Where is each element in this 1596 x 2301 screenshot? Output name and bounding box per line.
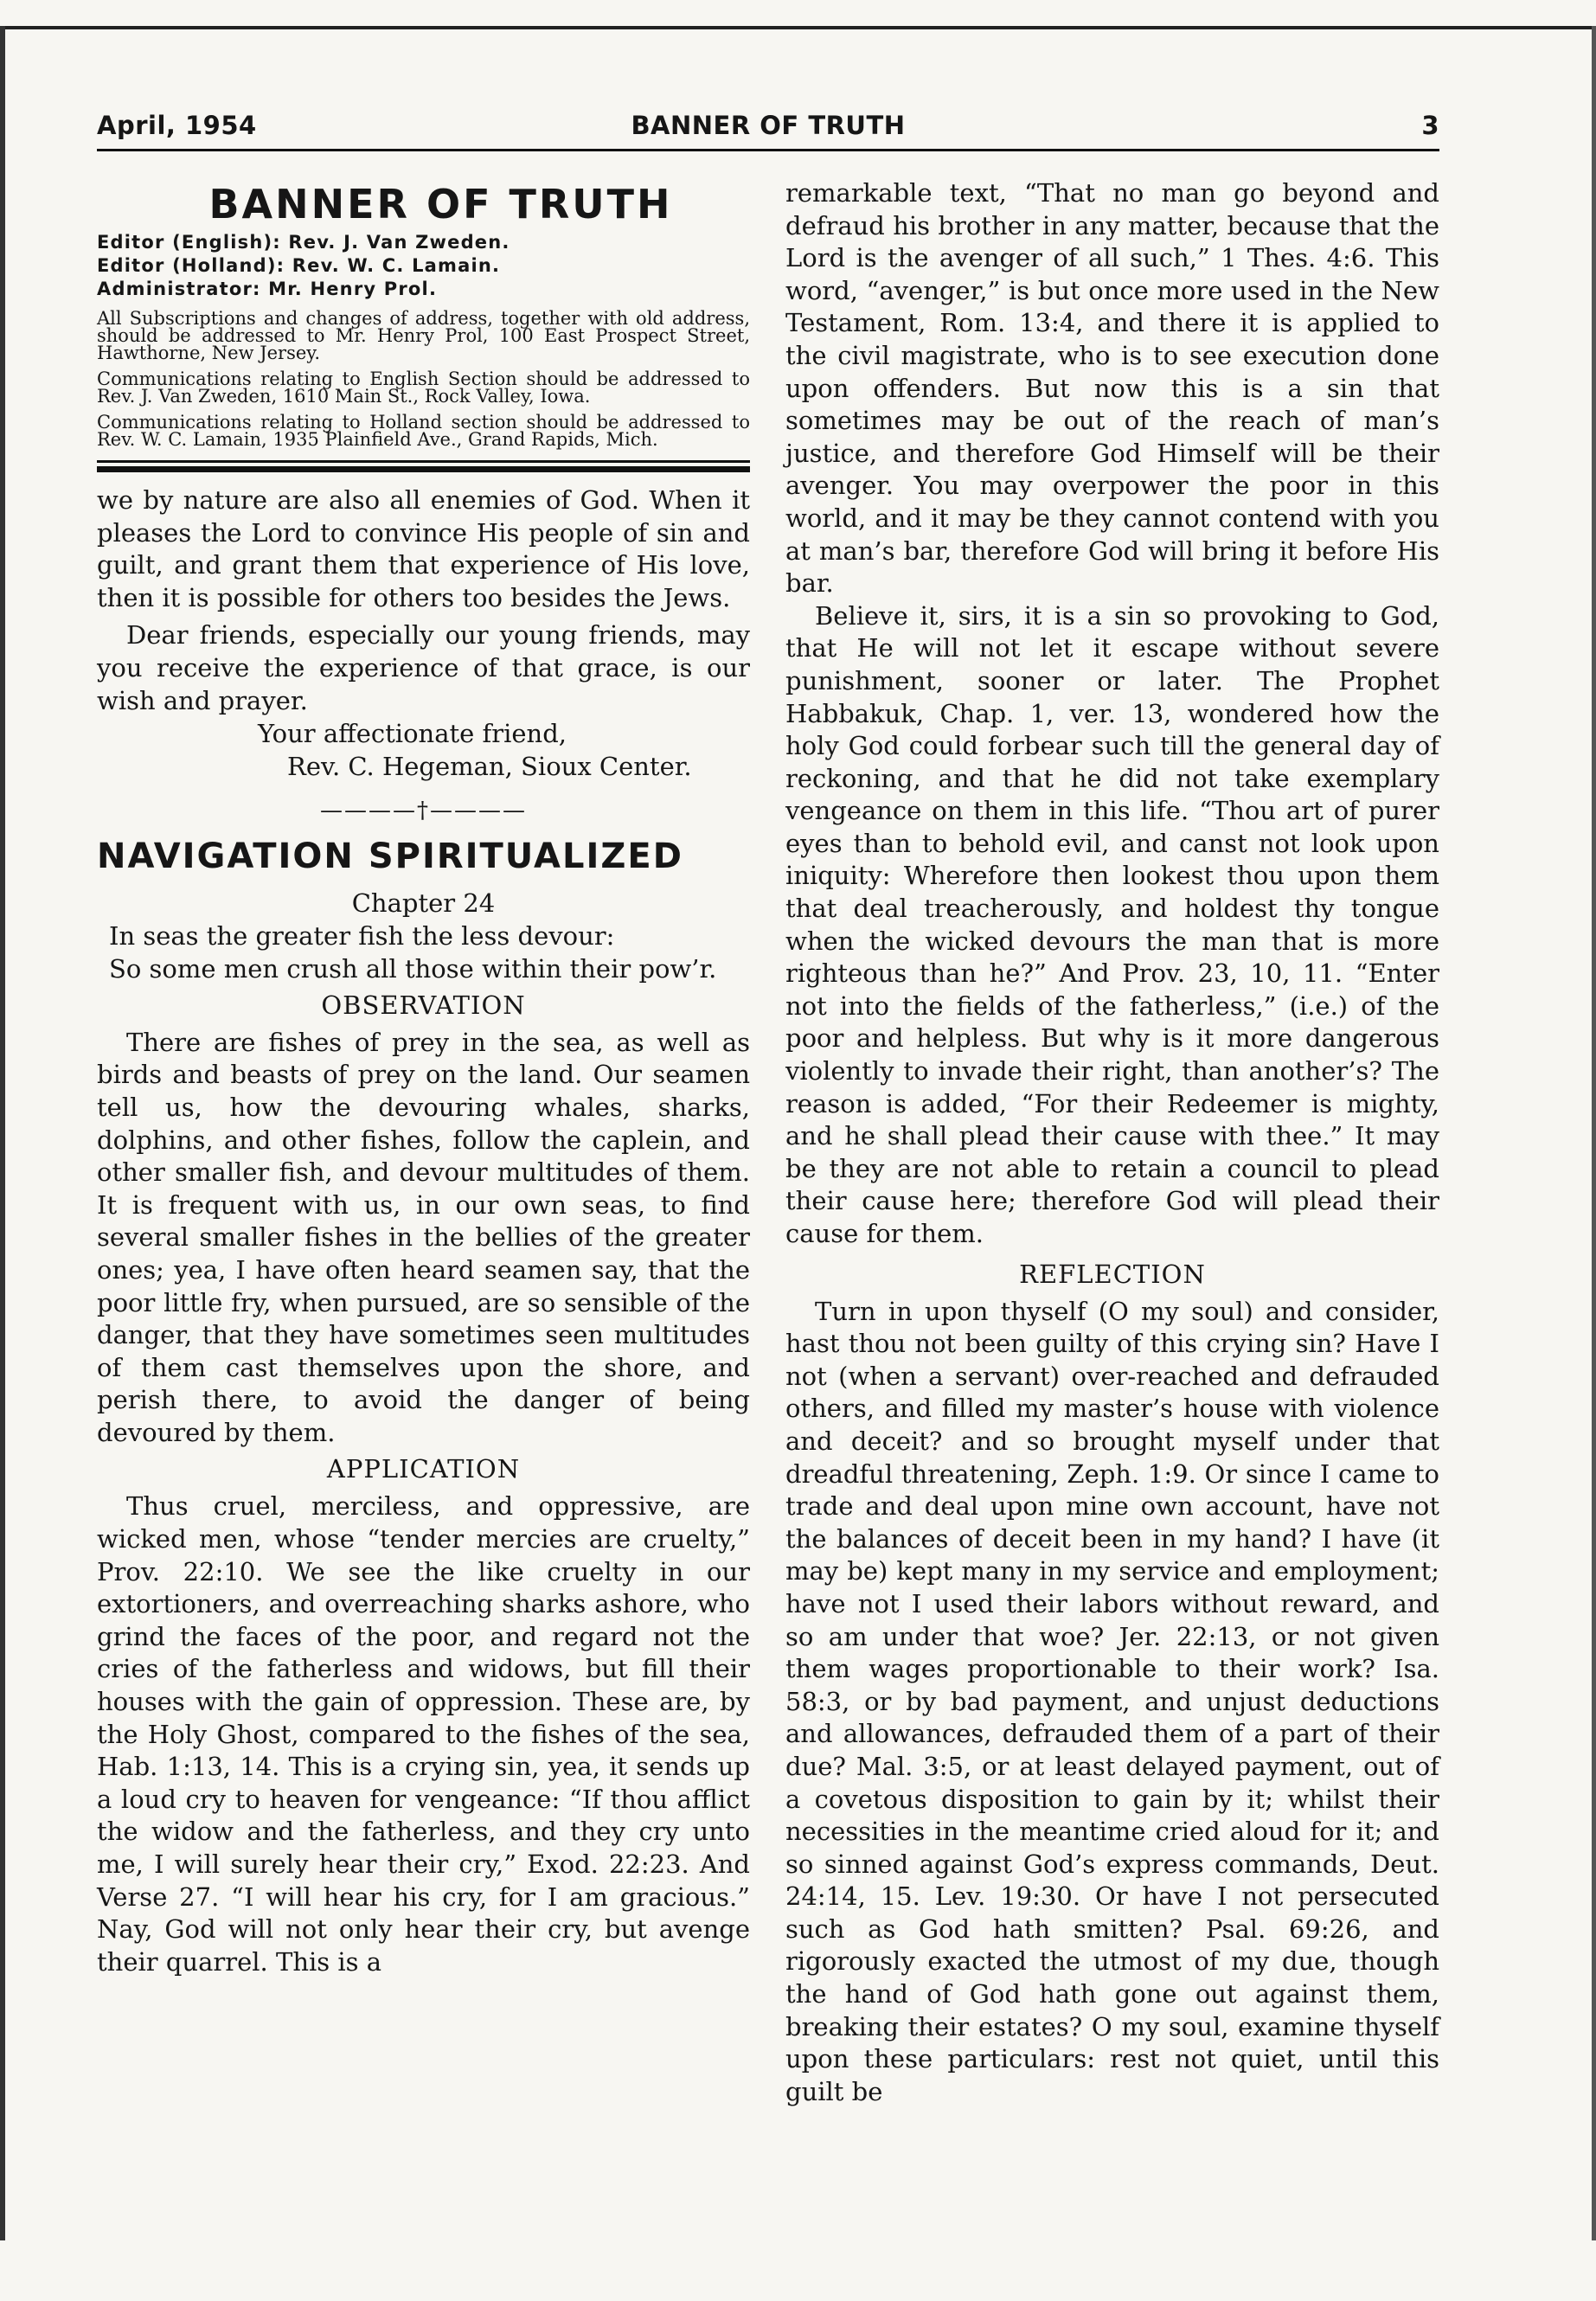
subscriptions-note: All Subscriptions and changes of address, together with old address, should be addressed to Mr. Henry Prol, 100 East Prospect Street, Hawthorne, New Jersey. [97,308,750,363]
letter-signoff [97,717,750,783]
page-number: 3 [1421,111,1439,140]
left-column [97,177,750,1978]
reflection-text: Turn in upon thyself (O my soul) and consider, hast thou not been guilty of this crying sin? Have I not (when a servant) over-reached and defrauded others, and filled my master’s house with violence and deceit? and so brought myself under that dreadful threatening, Zeph. 1:9. Or since I came to trade and deal upon mine own account, have not the balances of deceit been in my hand? I have (it may be) kept many in my service and employment; have not I used their labors without reward, and so am under that woe? Jer. 22:13, or not given them wages proportionable to their work? Isa. 58:3, or by bad payment, and unjust deductions and allowances, defrauded them of a part of their due? Mal. 3:5, or at least delayed payment, out of a covetous disposition to gain by it; whilst their necessities in the meantime cried aloud for it; and so sinned against God’s express commands, Deut. 24:14, 15. Lev. 19:30. Or have I not persecuted such as God hath smitten? Psal. 69:26, and rigorously exacted the utmost of my due, though the hand of God hath gone out against them, breaking their estates? O my soul, examine thyself upon these particulars: rest not quiet, until this guilt be [785,1296,1439,2106]
letter-end [97,484,750,828]
application-continued: remarkable text, “That no man go beyond and defraud his brother in any matter, because that the Lord is the avenger of all such,” 1 Thes. 4:6. This word, “avenger,” is but once more used in the New Testament, Rom. 13:4, and there it is applied to the civil magistrate, who is to see execution done upon offenders. But now this is a sin that sometimes may be out of the reach of man’s justice, and therefore God Himself will be their avenger. You may overpower the poor in this world, and it may be they cannot contend with you at man’s bar, therefore God will bring it before His bar. [785,178,1439,599]
verse-line: So some men crush all those within their pow’r. [109,953,717,984]
verse-line: In seas the greater fish the less devour: [109,920,615,951]
application-paragraph-2: Believe it, sirs, it is a sin so provoking to God, that He will not let it escape without severe punishment, sooner or later. The Prophet Habbakuk, Chap. 1, ver. 13, wondered how the holy God could forbear such till the general day of reckoning, and that he did not take exemplary vengeance on them in this life. “Thou art of purer eyes than to behold evil, and canst not look upon iniquity: Wherefore then lookest thou upon them that deal treacherously, and holdest thy tongue when the wicked devours the man that is more righteous than he?” And Prov. 23, 10, 11. “Enter not into the fields of the fatherless,” (i.e.) of the poor and helpless. But why is it more dangerous violently to invade their right, than another’s? The reason is added, “For their Redeemer is mighty, and he shall plead their cause with thee.” It may be they are not able to retain a council to plead their cause here; therefore God will plead their cause for them. [785,600,1439,1248]
section-separator: ————†———— [320,798,527,824]
administrator: Administrator: Mr. Henry Prol. [97,279,438,299]
letter-paragraph: we by nature are also all enemies of God. When it pleases the Lord to convince His people of sin and guilt, and grant them that experience of His love, then it is possible for others too besides the Jews. [97,485,750,612]
observation-text: There are fishes of prey in the sea, as well as birds and beasts of prey on the land. Our seamen tell us, how the devouring whales, sharks, dolphins, and other fishes, follow the caplein, and other smaller fish, and devour multitudes of them. It is frequent with us, in our own seas, to find several smaller fishes in the bellies of the greater ones; yea, I have often heard seamen say, that the poor little fry, when pursued, are so sensible of the danger, that they have sometimes seen multitudes of them cast themselves upon the shore, and perish there, to avoid the danger of being devoured by them. [97,1027,750,1447]
editor-holland: Editor (Holland): Rev. W. C. Lamain. [97,255,501,276]
article [97,835,750,1979]
application-heading: APPLICATION [326,1454,521,1484]
letter-paragraph: Dear friends, especially our young friends, may you receive the experience of that grace, is our wish and prayer. [97,620,750,715]
application-text: Thus cruel, merciless, and oppressive, are wicked men, whose “tender mercies are cruelty,” Prov. 22:10. We see the like cruelty in our extortioners, and overreaching sharks ashore, who grind the faces of the poor, and regard not the cries of the fatherless and widows, but fill their houses with the gain of oppression. These are, by the Holy Ghost, compared to the fishes of the sea, Hab. 1:13, 14. This is a crying sin, yea, it sends up a loud cry to heaven for vengeance: “If thou afflict the widow and the fatherless, and they cry unto me, I will surely hear their cry,” Exod. 22:23. And Verse 27. “I will hear his cry, for I am gracious.” Nay, God will not only hear their cry, but avenge their quarrel. This is a [97,1491,750,1977]
issue-date: April, 1954 [97,111,257,140]
observation-heading: OBSERVATION [321,990,526,1020]
reflection-heading: REFLECTION [1019,1259,1206,1289]
page-edge-right [1592,26,1596,2240]
masthead [97,181,750,472]
masthead-rule [97,460,750,472]
page-edge-top [0,26,1596,29]
closing: Your affectionate friend, [258,719,567,749]
masthead-title: BANNER OF TRUTH [208,181,673,228]
english-section-note: Communications relating to English Section should be addressed to Rev. J. Van Zweden, 1610 Main St., Rock Valley, Iowa. [97,369,750,407]
running-header [97,111,1439,145]
editor-english: Editor (English): Rev. J. Van Zweden. [97,232,510,253]
article-title: NAVIGATION SPIRITUALIZED [97,836,683,876]
header-rule [97,149,1439,151]
chapter-label: Chapter 24 [351,888,496,918]
signature: Rev. C. Hegeman, Sioux Center. [287,752,692,782]
page-edge-left [0,26,5,2240]
publication-title: BANNER OF TRUTH [631,111,906,140]
right-column [785,177,1439,2108]
holland-section-note: Communications relating to Holland section should be addressed to Rev. W. C. Lamain, 1935 Plainfield Ave., Grand Rapids, Mich. [97,412,750,450]
